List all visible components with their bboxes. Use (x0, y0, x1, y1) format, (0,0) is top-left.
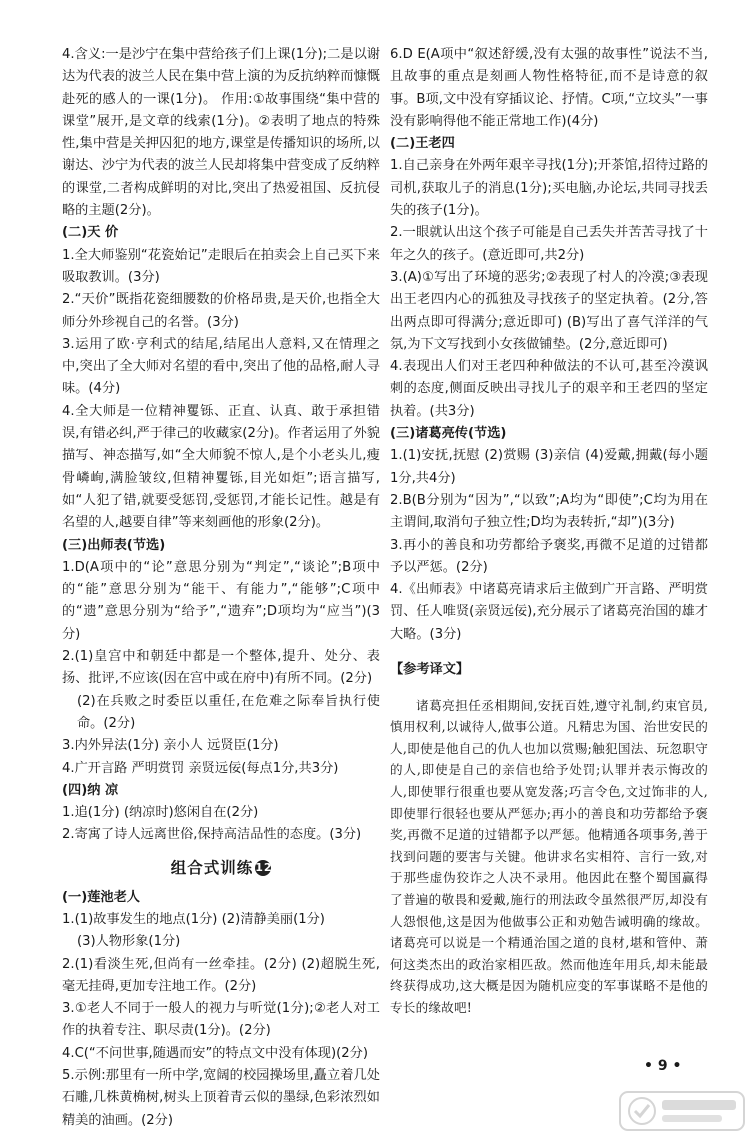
subsection-heading: (二)天 价 (62, 225, 119, 241)
answer-item: 1.(1)故事发生的地点(1分) (2)清静美丽(1分) (62, 911, 325, 927)
answer-item: 1.全大师鉴别“花瓷始记”走眼后在拍卖会上自己买下来吸取教训。(3分) (62, 247, 380, 285)
answer-item: 4.含义:一是沙宁在集中营给孩子们上课(1分);二是以谢达为代表的波兰人民在集中营上演的为反抗纳粹而慷慨赴死的感人的一课(1分)。 作用:①故事围绕“集中营的课堂”展开,是文章的线索(1分)。②表明了地点的特殊性,集中营是关押囚犯的地方,课堂是传播知识的场所,以谢达、沙宁为代表的波兰人民却将集中营变成了反纳粹的课堂,二者构成鲜明的对比,突出了热爱祖国、反抗侵略的主题(2分)。 (62, 47, 380, 219)
subsection-heading: (一)莲池老人 (62, 889, 140, 905)
page-number: • 9 • (644, 1058, 682, 1074)
answer-item: 3.内外异法(1分) 亲小人 远贤臣(1分) (62, 738, 279, 754)
section-title-text: 组合式训练 (170, 858, 254, 877)
answer-item: 4.C(“不问世事,随遇而安”的特点文中没有体现)(2分) (62, 1045, 368, 1061)
reference-translation: 诸葛亮担任丞相期间,安抚百姓,遵守礼制,约束官员,慎用权利,以诚待人,做事公道。凡精忠为国、治世安民的人,即使是他自己的仇人也加以赏赐;触犯国法、玩忽职守的人,即使是自己的亲信也给予处罚;认罪并表示悔改的人,即使罪行很重也要从宽发落;巧言令色,文过饰非的人,即使罪行很轻也要从严惩办;再小的善良和功劳都给予褒奖,再微不足道的过错都予以严惩。他精通各项事务,善于找到问题的要害与关键。他讲求名实相符、言行一致,对于那些虚伪狡诈之人决不录用。他因此在整个蜀国赢得了普遍的敬畏和爱戴,施行的刑法政令虽然很严厉,却没有人怨恨他,这是因为他做事公正和劝勉告诫明确的缘故。诸葛亮可以说是一个精通治国之道的良材,堪和管仲、萧何这类杰出的政治家相匹敌。然而他连年用兵,却未能最终获得成功,这大概是因为随机应变的军事谋略不是他的专长的缘故吧! (390, 697, 708, 1015)
answer-item: 1.追(1分) (纳凉时)悠闲自在(2分) (62, 805, 259, 821)
answer-item: 2.寄寓了诗人远离世俗,保持高洁品性的态度。(3分) (62, 827, 362, 843)
answer-item: 4.广开言路 严明赏罚 亲贤远佞(每点1分,共3分) (62, 760, 339, 776)
answer-item: 6.D E(A项中“叙述舒缓,没有太强的故事性”说法不当,且故事的重点是刻画人物性格特征,而不是诗意的叙事。B项,文中没有穿插议论、抒情。C项,“立坟头”一事没有影响得他不能正常地工作)(4分) (390, 47, 708, 129)
answer-item: 2.(1)皇宫中和朝廷中都是一个整体,提升、处分、表扬、批评,不应该(因在宫中或在府中)有所不同。(2分) (62, 649, 380, 687)
answer-item: 4.《出师表》中诸葛亮请求后主做到广开言路、严明赏罚、任人唯贤(亲贤远佞),充分展示了诸葛亮治国的雄才大略。(3分) (390, 582, 708, 642)
watermark-logo (618, 1090, 746, 1132)
section-number-badge: 12 (255, 861, 273, 875)
answer-item: 4.全大师是一位精神矍铄、正直、认真、敢于承担错误,有错必纠,严于律己的收藏家(2分)。作者运用了外貌描写、神态描写,如“全大师貌不惊人,是个小老头儿,瘦骨嶙峋,满脸皱纹,但精神矍铄,目光如炬”;语言描写,如“人犯了错,就要受惩罚,受惩罚,才能长记性。越是有名望的人,越要自律”等来刻画他的形象(2分)。 (62, 403, 380, 531)
translation-label: 【参考译文】 (390, 662, 470, 678)
answer-subitem: (2)在兵败之时委臣以重任,在危难之际奉旨执行使命。(2分) (77, 693, 380, 731)
answer-item: 3.再小的善良和功劳都给予褒奖,再微不足道的过错都予以严惩。(2分) (390, 537, 708, 575)
answer-subitem: (3)人物形象(1分) (77, 934, 181, 950)
answer-item: 3.运用了欧·亨利式的结尾,结尾出人意料,又在情理之中,突出了全大师对名望的看中,突出了他的品格,耐人寻味。(4分) (62, 336, 380, 397)
answer-item: 2.一眼就认出这个孩子可能是自己丢失并苦苦寻找了十年之久的孩子。(意近即可,共2分) (390, 225, 708, 263)
answer-item: 3.(A)①写出了环境的恶劣;②表现了村人的冷漠;③表现出王老四内心的孤独及寻找孩子的坚定执着。(2分,答出两点即可得满分;意近即可) (B)写出了喜气洋洋的气氛,为下文写找到小女孩做铺垫。(2分,意近即可) (390, 269, 708, 352)
section-title (62, 855, 380, 881)
answer-item: 1.D(A项中的“论”意思分别为“判定”,“谈论”;B项中的“能”意思分别为“能干、有能力”,“能够”;C项中的“遗”意思分别为“给予”,“遗弃”;D项均为“应当”)(3分) (62, 559, 380, 642)
answer-item: 2.(1)看淡生死,但尚有一丝牵挂。(2分) (2)超脱生死,毫无挂碍,更加专注地工作。(2分) (62, 956, 380, 994)
left-column (62, 44, 380, 1132)
right-column (390, 44, 708, 1019)
answer-item: 2.B(B分别为“因为”,“以致”;A均为“即使”;C均为用在主谓间,取消句子独立性;D均为表转折,“却”)(3分) (390, 492, 708, 531)
answer-item: 3.①老人不同于一般人的视力与听觉(1分);②老人对工作的执着专注、职尽责(1分)。(2分) (62, 1001, 380, 1039)
answer-item: 1.(1)安抚,抚慰 (2)赏赐 (3)亲信 (4)爱戴,拥戴(每小题1分,共4分) (390, 448, 708, 486)
subsection-heading: (四)纳 凉 (62, 782, 119, 798)
answer-item: 4.表现出人们对王老四种种做法的不认可,甚至冷漠讽刺的态度,侧面反映出寻找儿子的艰辛和王老四的坚定执着。(共3分) (390, 359, 708, 419)
answer-item: 5.示例:那里有一所中学,宽阔的校园操场里,矗立着几处石雕,几株黄桷树,树头上顶着青云似的墨绿,色彩浓烈如精美的油画。(2分) (62, 1068, 380, 1128)
answer-item: 1.自己亲身在外两年艰辛寻找(1分);开茶馆,招待过路的司机,获取儿子的消息(1分);买电脑,办论坛,共同寻找丢失的孩子(1分)。 (390, 158, 708, 219)
answer-item: 2.“天价”既指花瓷细腰数的价格昂贵,是天价,也指全大师分外珍视自己的名誉。(3分) (62, 292, 380, 330)
subsection-heading: (三)出师表(节选) (62, 537, 166, 553)
subsection-heading: (三)诸葛亮传(节选) (390, 426, 507, 442)
subsection-heading: (二)王老四 (390, 136, 455, 152)
